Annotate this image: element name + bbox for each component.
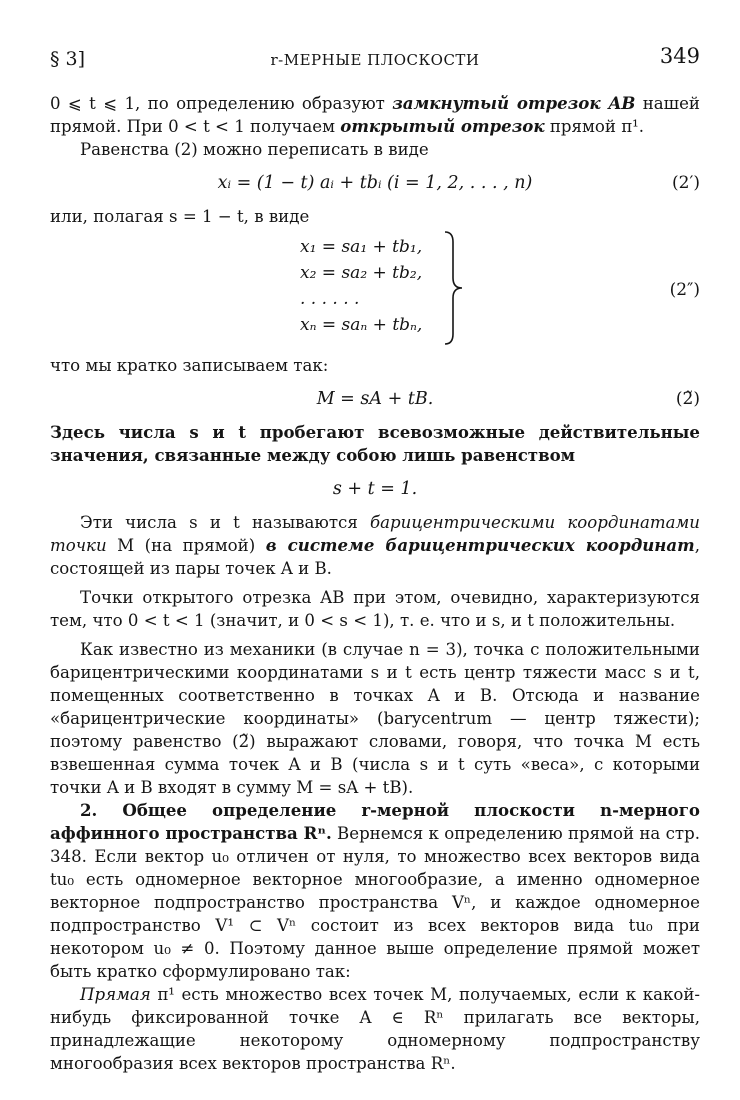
right-brace-icon bbox=[442, 230, 466, 346]
system-lines bbox=[300, 234, 422, 338]
paragraph-numbers-s-t: Здесь числа s и t пробегают всевозможные действительные значения, связанные между собою лишь равенством bbox=[50, 422, 700, 465]
term-line: Прямая bbox=[80, 985, 151, 1004]
chapter-title: r-МЕРНЫЕ ПЛОСКОСТИ bbox=[270, 51, 480, 69]
text-run: M (на прямой) bbox=[106, 536, 266, 555]
text-run: 0 ⩽ t ⩽ 1, по определению образуют bbox=[50, 94, 393, 113]
paragraph-closed-segment bbox=[50, 92, 700, 138]
paragraph-short-form: что мы кратко записываем так: bbox=[50, 356, 329, 375]
equation-system-2double-prime bbox=[50, 228, 700, 354]
text-run: , состоящей из пары точек A и B. bbox=[50, 536, 700, 578]
text-run: Вернемся к определению прямой на стр. 348. Если вектор u₀ отличен от нуля, то множество всех векторов вида tu₀ есть одномерное векторное многообразие, а именно одномерное векторное подпространство пространства Vⁿ, и каждое одномерное подпространство V¹ ⊂ Vⁿ состоит из всех векторов вида tu₀ при некотором u₀ ≠ 0. Поэтому данное выше определение прямой может быть кратко сформулировано так: bbox=[50, 824, 700, 981]
paragraph-rewrite: Равенства (2) можно переписать в виде bbox=[80, 140, 429, 159]
system-line: x₁ = sa₁ + tb₁, bbox=[300, 237, 423, 257]
equation-2tilde bbox=[50, 377, 700, 421]
paragraph-line-definition bbox=[50, 983, 700, 1075]
equation-sum-one bbox=[50, 467, 700, 511]
equation-body: xᵢ = (1 − t) aᵢ + tbᵢ (i = 1, 2, . . . , n) bbox=[217, 173, 533, 193]
paragraph-general-definition bbox=[50, 799, 700, 983]
term-open-segment: открытый отрезок bbox=[340, 116, 545, 136]
equation-body: s + t = 1. bbox=[332, 479, 418, 499]
term-barycentric-coordinates: барицентрическими координатами точки bbox=[50, 513, 700, 555]
paragraph-mechanics: Как известно из механики (в случае n = 3), точка с положительными барицентрическими координатами s и t есть центр тяжести масс s и t, помещенных соответственно в точках A и B. Отсюда и название «барицентрические координаты» (barycentrum — центр тяжести); поэтому равенство (2̃) выражают словами, говоря, что точка M есть взвешенная сумма точек A и B (числа s и t суть «веса», с которыми точки A и B входят в сумму M = sA + tB). bbox=[50, 640, 700, 797]
equation-body: M = sA + tB. bbox=[316, 389, 434, 409]
system-line: xₙ = saₙ + tbₙ, bbox=[300, 315, 423, 335]
section-heading: 2. Общее определение r-мерной плоскости n-мерного аффинного пространства Rⁿ. bbox=[50, 800, 700, 843]
paragraph-substitution: или, полагая s = 1 − t, в виде bbox=[50, 207, 310, 226]
term-barycentric-system: в системе барицентрических координат bbox=[265, 535, 695, 555]
equation-number: (2″) bbox=[669, 280, 700, 300]
running-header bbox=[50, 44, 700, 78]
system-line: x₂ = sa₂ + tb₂, bbox=[300, 263, 423, 283]
text-run: π¹ есть множество всех точек M, получаемых, если к какой-нибудь фиксированной точке A ∈ Rⁿ прилагать все векторы, принадлежащие некоторому одномерному подпространству многообразия всех векторов пространства Rⁿ. bbox=[50, 985, 700, 1073]
equation-number: (2̃) bbox=[675, 389, 700, 409]
text-run: прямой π¹. bbox=[544, 117, 645, 136]
text-run: нашей прямой. При 0 < t < 1 получаем bbox=[50, 94, 700, 136]
equation-number: (2′) bbox=[672, 173, 700, 193]
section-number: § 3] bbox=[50, 48, 86, 70]
paragraph-barycentric-definition bbox=[50, 511, 700, 580]
page-number: 349 bbox=[659, 44, 700, 68]
equation-2prime bbox=[50, 161, 700, 205]
page-body bbox=[50, 92, 700, 1075]
system-line: . . . . . . bbox=[300, 289, 360, 309]
paragraph-open-segment: Точки открытого отрезка AB при этом, очевидно, характеризуются тем, что 0 < t < 1 (значит, и 0 < s < 1), т. е. что и s, и t положительны. bbox=[50, 588, 700, 630]
text-run: Эти числа s и t называются bbox=[80, 513, 370, 532]
term-closed-segment: замкнутый отрезок AB bbox=[392, 93, 636, 113]
